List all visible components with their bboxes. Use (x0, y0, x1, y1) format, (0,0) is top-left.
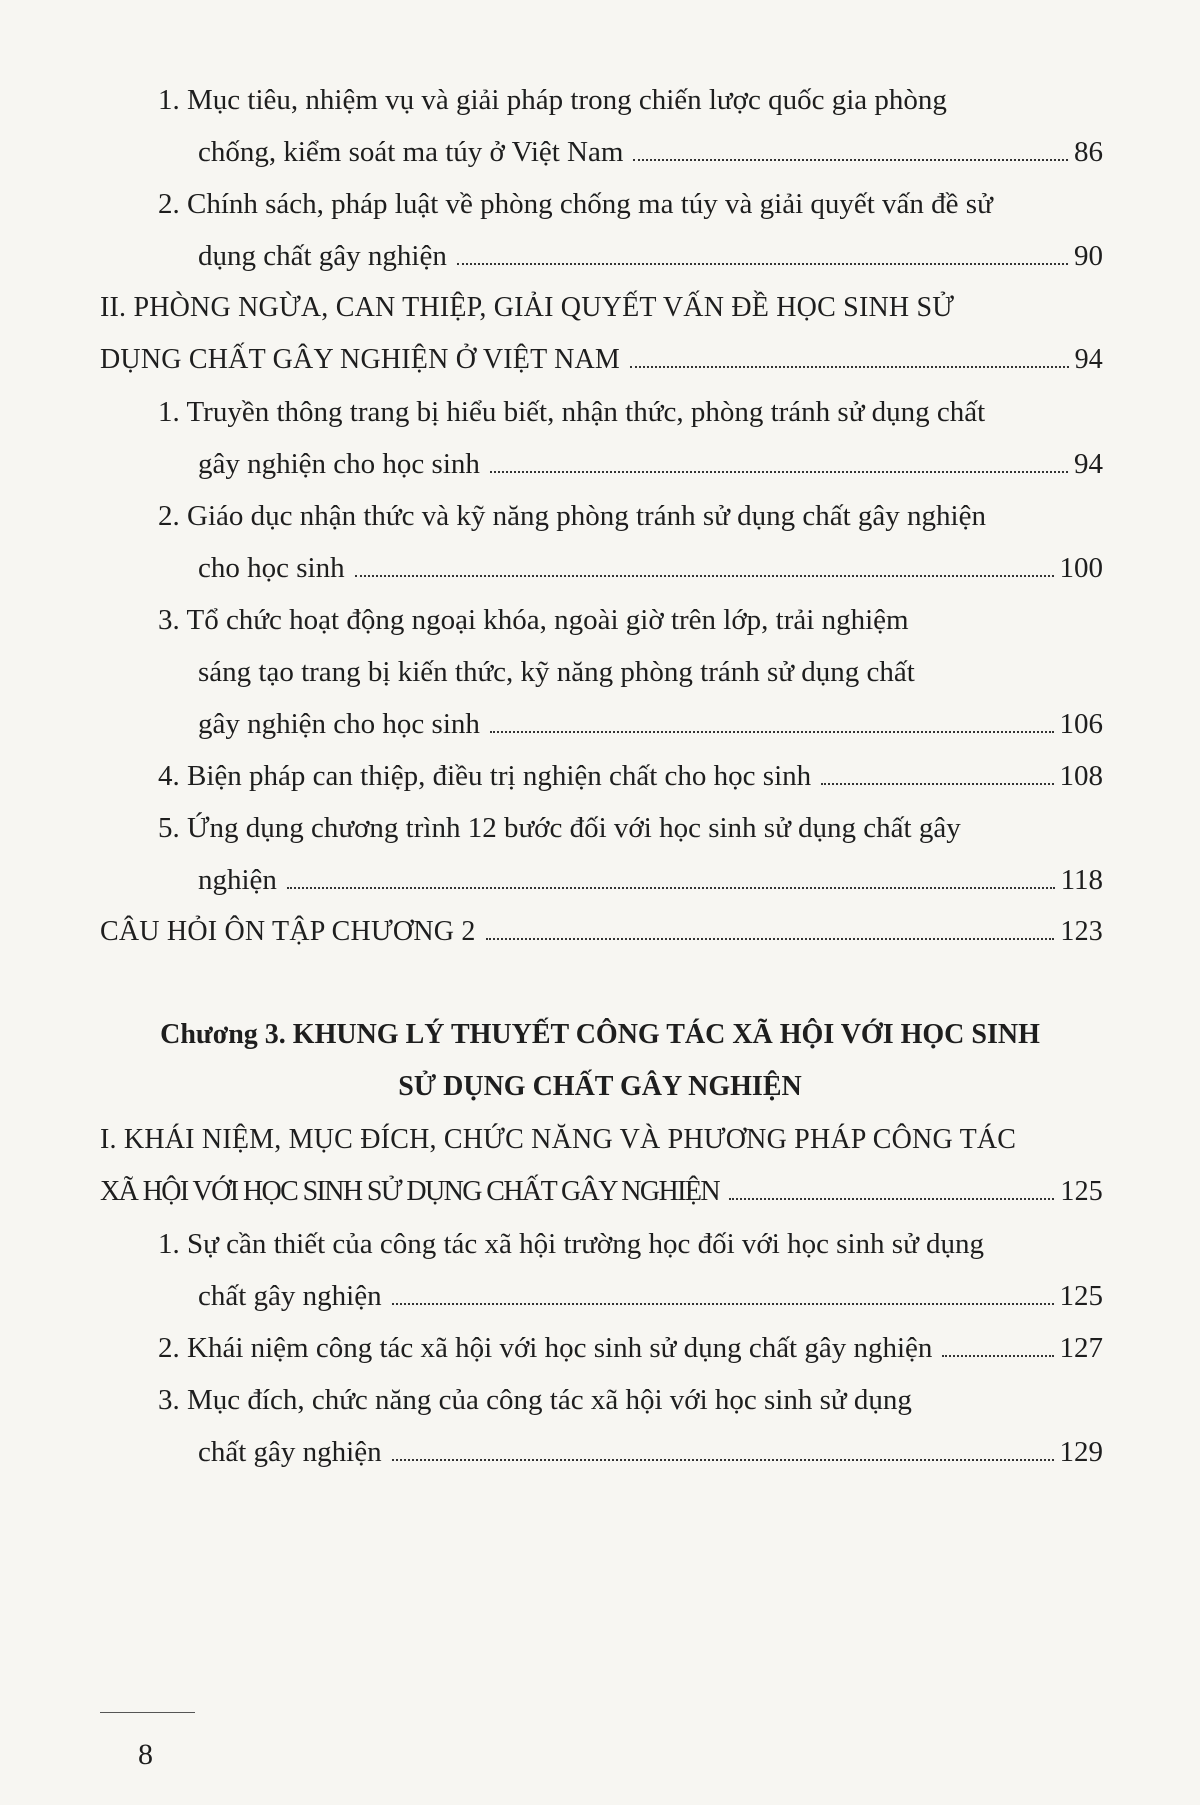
toc-entry-line: 2. Chính sách, pháp luật về phòng chống ma túy và giải quyết vấn đề sử (158, 188, 993, 220)
toc-entry-line: 2. Giáo dục nhận thức và kỹ năng phòng tránh sử dụng chất gây nghiện (158, 500, 986, 532)
toc-entry (198, 238, 1103, 274)
toc-page-number: 127 (1059, 1332, 1103, 1364)
toc-entry (198, 706, 1103, 742)
toc-page-number: 125 (1059, 1280, 1103, 1312)
toc-entry (198, 134, 1103, 170)
dot-leader (457, 262, 1068, 265)
toc-page-number: 86 (1074, 136, 1103, 168)
toc-page-number: 94 (1074, 344, 1103, 375)
toc-entry (100, 1174, 1103, 1210)
toc-page-number: 118 (1060, 864, 1103, 896)
toc-section-heading: I. KHÁI NIỆM, MỤC ĐÍCH, CHỨC NĂNG VÀ PHƯƠNG PHÁP CÔNG TÁC (100, 1124, 1017, 1155)
toc-entry-title: nghiện (198, 864, 277, 896)
toc-page-number: 106 (1059, 708, 1103, 740)
toc-entry (198, 862, 1103, 898)
toc-page-number: 94 (1074, 448, 1103, 480)
dot-leader (355, 574, 1054, 577)
toc-entry (158, 758, 1103, 794)
dot-leader (490, 470, 1068, 473)
toc-entry (100, 342, 1103, 378)
toc-entry-title: 4. Biện pháp can thiệp, điều trị nghiện chất cho học sinh (158, 760, 812, 792)
chapter-heading: Chương 3. KHUNG LÝ THUYẾT CÔNG TÁC XÃ HỘI VỚI HỌC SINH (160, 1019, 1040, 1050)
toc-entry-title: chất gây nghiện (198, 1436, 382, 1468)
dot-leader (633, 158, 1068, 161)
toc-entry-title: dụng chất gây nghiện (198, 240, 447, 272)
toc-entry-title: gây nghiện cho học sinh (198, 448, 480, 480)
dot-leader (287, 886, 1055, 889)
dot-leader (821, 782, 1053, 785)
dot-leader (392, 1458, 1054, 1461)
toc-entry-line: 3. Mục đích, chức năng của công tác xã hội với học sinh sử dụng (158, 1384, 912, 1416)
dot-leader (490, 730, 1054, 733)
toc-section-title: CÂU HỎI ÔN TẬP CHƯƠNG 2 (100, 916, 476, 947)
toc-entry (100, 914, 1103, 950)
dot-leader (729, 1197, 1054, 1200)
toc-entry (158, 1330, 1103, 1366)
toc-entry-line: 1. Mục tiêu, nhiệm vụ và giải pháp trong chiến lược quốc gia phòng (158, 84, 947, 116)
toc-page-number: 125 (1060, 1176, 1103, 1207)
toc-entry-title: 2. Khái niệm công tác xã hội với học sinh sử dụng chất gây nghiện (158, 1332, 933, 1364)
toc-section-title: DỤNG CHẤT GÂY NGHIỆN Ở VIỆT NAM (100, 344, 621, 375)
toc-section-heading: II. PHÒNG NGỪA, CAN THIỆP, GIẢI QUYẾT VẤN ĐỀ HỌC SINH SỬ (100, 292, 955, 323)
toc-entry-title: cho học sinh (198, 552, 345, 584)
footer-rule (100, 1712, 195, 1713)
toc-entry-title: chất gây nghiện (198, 1280, 382, 1312)
dot-leader (486, 937, 1055, 940)
toc-page-number: 100 (1059, 552, 1103, 584)
toc-page-number: 108 (1059, 760, 1103, 792)
dot-leader (630, 365, 1069, 368)
toc-entry (198, 1434, 1103, 1470)
toc-entry-title: chống, kiểm soát ma túy ở Việt Nam (198, 136, 624, 168)
chapter-heading: SỬ DỤNG CHẤT GÂY NGHIỆN (398, 1071, 802, 1102)
toc-entry-line: 1. Truyền thông trang bị hiểu biết, nhận thức, phòng tránh sử dụng chất (158, 396, 986, 428)
toc-section-title: XÃ HỘI VỚI HỌC SINH SỬ DỤNG CHẤT GÂY NGHIỆN (100, 1176, 719, 1207)
toc-entry-line: 3. Tổ chức hoạt động ngoại khóa, ngoài giờ trên lớp, trải nghiệm (158, 604, 909, 636)
toc-entry-line: sáng tạo trang bị kiến thức, kỹ năng phòng tránh sử dụng chất (198, 656, 915, 688)
toc-page-number: 129 (1059, 1436, 1103, 1468)
toc-page-number: 123 (1060, 916, 1103, 947)
toc-entry-line: 1. Sự cần thiết của công tác xã hội trường học đối với học sinh sử dụng (158, 1228, 985, 1260)
toc-entry (198, 1278, 1103, 1314)
toc-entry-title: gây nghiện cho học sinh (198, 708, 480, 740)
dot-leader (392, 1302, 1054, 1305)
page-number: 8 (138, 1738, 153, 1771)
toc-entry-line: 5. Ứng dụng chương trình 12 bước đối với học sinh sử dụng chất gây (158, 812, 961, 844)
dot-leader (942, 1354, 1053, 1357)
toc-entry (198, 446, 1103, 482)
toc-page-number: 90 (1074, 240, 1103, 272)
toc-entry (198, 550, 1103, 586)
